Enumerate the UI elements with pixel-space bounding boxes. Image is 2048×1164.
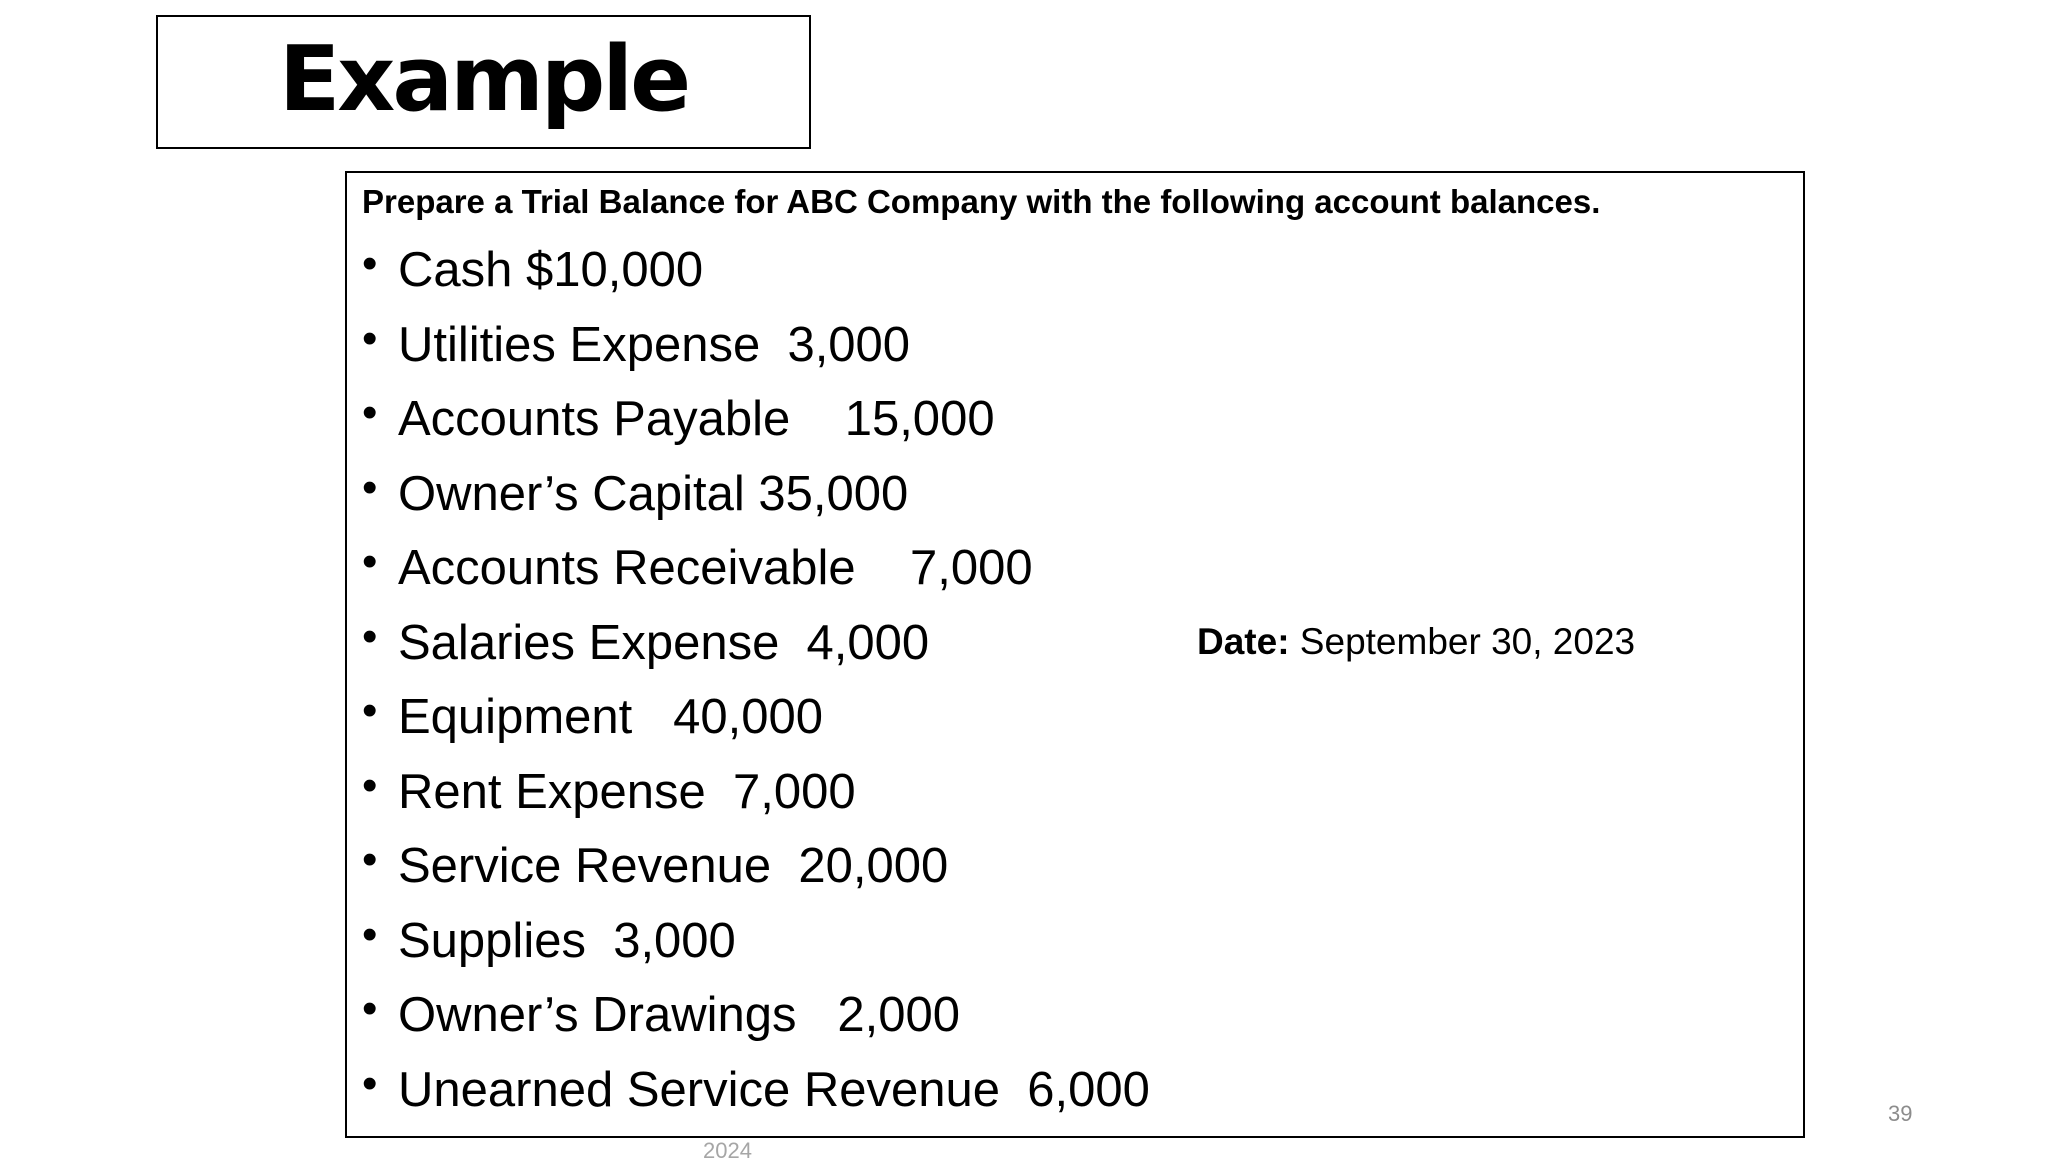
account-balance: Owner’s Drawings 2,000 — [398, 988, 960, 1043]
list-item — [362, 457, 1150, 532]
account-list — [362, 233, 1150, 1127]
instructions-text: Prepare a Trial Balance for ABC Company with the following account balances. — [362, 183, 1601, 220]
title-box — [156, 15, 811, 149]
account-balance: Rent Expense 7,000 — [398, 764, 856, 819]
bullet-icon: • — [362, 239, 378, 289]
bullet-icon: • — [362, 686, 378, 736]
list-item — [362, 382, 1150, 457]
account-balance: Utilities Expense 3,000 — [398, 317, 911, 372]
content-box — [345, 171, 1805, 1138]
account-balance: Salaries Expense 4,000 — [398, 615, 930, 670]
account-balance: Accounts Payable 15,000 — [398, 392, 995, 447]
list-item — [362, 233, 1150, 308]
account-balance: Equipment 40,000 — [398, 690, 823, 745]
list-item — [362, 308, 1150, 383]
bullet-icon: • — [362, 835, 378, 885]
bullet-icon: • — [362, 388, 378, 438]
bullet-icon: • — [362, 313, 378, 363]
account-balance: Owner’s Capital 35,000 — [398, 466, 909, 521]
list-item — [362, 606, 1150, 681]
bullet-icon: • — [362, 611, 378, 661]
list-item — [362, 1053, 1150, 1128]
date-value: September 30, 2023 — [1289, 621, 1636, 662]
list-item — [362, 680, 1150, 755]
bullet-icon: • — [362, 760, 378, 810]
list-item — [362, 904, 1150, 979]
list-item — [362, 755, 1150, 830]
bullet-icon: • — [362, 984, 378, 1034]
list-item — [362, 829, 1150, 904]
date-label: Date: — [1197, 621, 1290, 662]
account-balance: Unearned Service Revenue 6,000 — [398, 1062, 1150, 1117]
bullet-icon: • — [362, 537, 378, 587]
bullet-icon: • — [362, 462, 378, 512]
account-balance: Accounts Receivable 7,000 — [398, 541, 1033, 596]
account-balance: Service Revenue 20,000 — [398, 839, 949, 894]
footer-year: 2024 — [703, 1138, 752, 1163]
date-line — [1197, 621, 1635, 663]
account-balance: Cash $10,000 — [398, 243, 704, 298]
list-item — [362, 978, 1150, 1053]
bullet-icon: • — [362, 909, 378, 959]
page-number: 39 — [1888, 1101, 1913, 1126]
bullet-icon: • — [362, 1058, 378, 1108]
list-item — [362, 531, 1150, 606]
slide-title: Example — [278, 27, 689, 132]
account-balance: Supplies 3,000 — [398, 913, 736, 968]
